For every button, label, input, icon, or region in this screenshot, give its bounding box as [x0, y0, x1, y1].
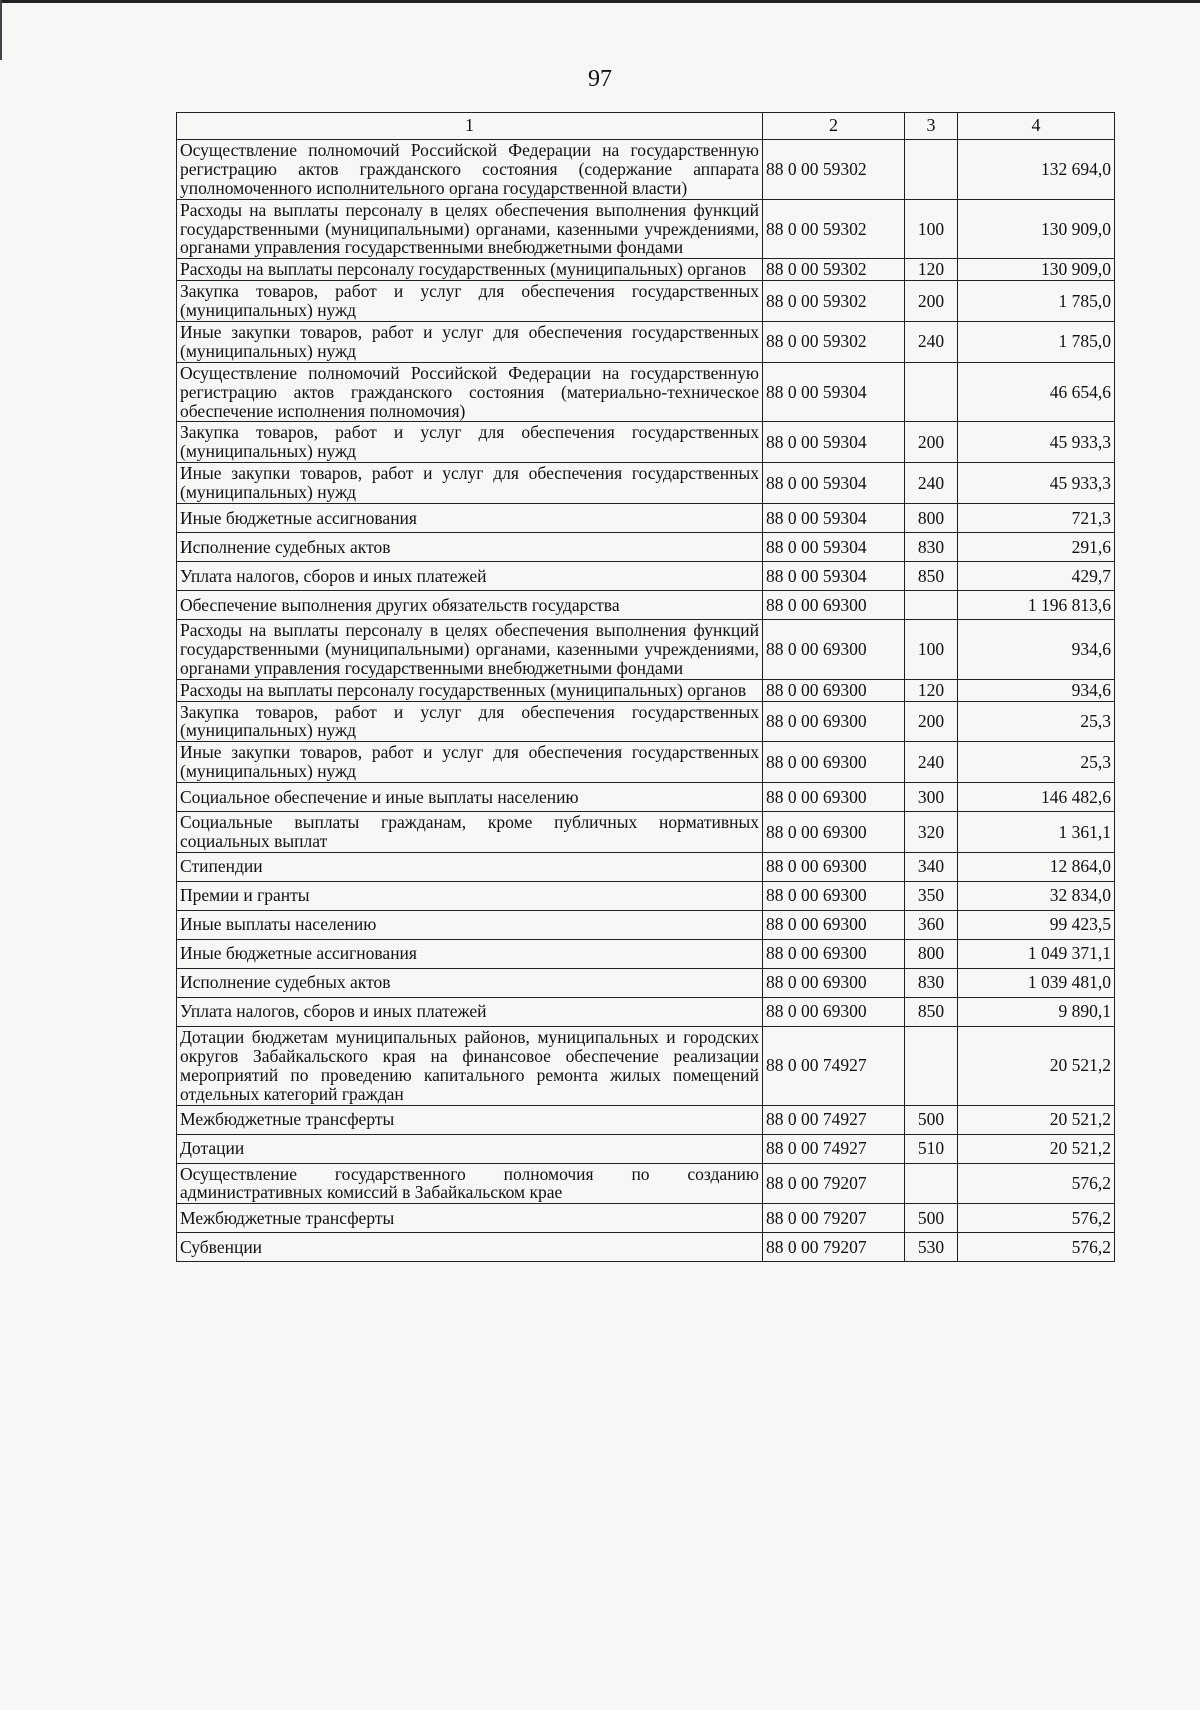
row-code-cell: 88 0 00 69300 [763, 812, 905, 853]
row-code-cell: 88 0 00 69300 [763, 620, 905, 680]
row-code-cell: 88 0 00 59304 [763, 422, 905, 463]
row-code-cell: 88 0 00 59302 [763, 259, 905, 281]
row-code-cell: 88 0 00 79207 [763, 1233, 905, 1262]
page-number: 97 [588, 66, 612, 92]
row-expense-type-cell: 500 [905, 1204, 958, 1233]
row-expense-type-cell [905, 362, 958, 422]
left-edge-mark [0, 0, 2, 60]
header-col-2: 2 [763, 113, 905, 140]
row-amount-cell: 576,2 [958, 1163, 1115, 1204]
row-expense-type-cell: 200 [905, 701, 958, 742]
row-expense-type-cell: 240 [905, 322, 958, 363]
table-row [177, 1105, 1115, 1134]
row-name-cell: Расходы на выплаты персоналу в целях обеспечения выполнения функций государственными (муниципальными) органами, казенными учреждениями, органами управления государственными внебюджетными фондами [177, 199, 763, 259]
row-expense-type-cell: 510 [905, 1134, 958, 1163]
row-expense-type-cell [905, 591, 958, 620]
row-code-cell: 88 0 00 79207 [763, 1204, 905, 1233]
row-amount-cell: 25,3 [958, 701, 1115, 742]
row-amount-cell: 576,2 [958, 1204, 1115, 1233]
table-row [177, 997, 1115, 1026]
row-name-cell: Иные закупки товаров, работ и услуг для обеспечения государственных (муниципальных) нужд [177, 463, 763, 504]
row-name-cell: Межбюджетные трансферты [177, 1204, 763, 1233]
row-name-cell: Межбюджетные трансферты [177, 1105, 763, 1134]
table-row [177, 1134, 1115, 1163]
row-expense-type-cell: 830 [905, 968, 958, 997]
row-code-cell: 88 0 00 69300 [763, 997, 905, 1026]
row-amount-cell: 20 521,2 [958, 1026, 1115, 1105]
row-expense-type-cell: 240 [905, 463, 958, 504]
row-name-cell: Уплата налогов, сборов и иных платежей [177, 562, 763, 591]
row-code-cell: 88 0 00 74927 [763, 1026, 905, 1105]
row-name-cell: Дотации [177, 1134, 763, 1163]
row-code-cell: 88 0 00 74927 [763, 1134, 905, 1163]
row-expense-type-cell: 120 [905, 259, 958, 281]
row-expense-type-cell: 100 [905, 199, 958, 259]
row-code-cell: 88 0 00 59304 [763, 504, 905, 533]
row-expense-type-cell: 830 [905, 533, 958, 562]
table-row [177, 852, 1115, 881]
row-name-cell: Исполнение судебных актов [177, 533, 763, 562]
table-row [177, 199, 1115, 259]
row-amount-cell: 576,2 [958, 1233, 1115, 1262]
table-body [177, 140, 1115, 1262]
row-expense-type-cell [905, 1026, 958, 1105]
row-name-cell: Иные закупки товаров, работ и услуг для обеспечения государственных (муниципальных) нужд [177, 322, 763, 363]
row-amount-cell: 146 482,6 [958, 783, 1115, 812]
row-amount-cell: 1 196 813,6 [958, 591, 1115, 620]
table-row [177, 1026, 1115, 1105]
header-col-3: 3 [905, 113, 958, 140]
header-col-4: 4 [958, 113, 1115, 140]
row-name-cell: Закупка товаров, работ и услуг для обеспечения государственных (муниципальных) нужд [177, 281, 763, 322]
row-expense-type-cell: 500 [905, 1105, 958, 1134]
table-row [177, 463, 1115, 504]
row-expense-type-cell: 850 [905, 562, 958, 591]
row-expense-type-cell [905, 1163, 958, 1204]
row-amount-cell: 1 785,0 [958, 322, 1115, 363]
table-row [177, 562, 1115, 591]
table-row [177, 679, 1115, 701]
row-code-cell: 88 0 00 59302 [763, 281, 905, 322]
row-code-cell: 88 0 00 69300 [763, 591, 905, 620]
table-row [177, 620, 1115, 680]
row-code-cell: 88 0 00 69300 [763, 783, 905, 812]
row-amount-cell: 130 909,0 [958, 199, 1115, 259]
row-code-cell: 88 0 00 69300 [763, 881, 905, 910]
row-name-cell: Субвенции [177, 1233, 763, 1262]
row-name-cell: Осуществление государственного полномочия по созданию административных комиссий в Забайкальском крае [177, 1163, 763, 1204]
row-name-cell: Расходы на выплаты персоналу в целях обеспечения выполнения функций государственными (муниципальными) органами, казенными учреждениями, органами управления государственными внебюджетными фондами [177, 620, 763, 680]
row-expense-type-cell: 200 [905, 281, 958, 322]
row-code-cell: 88 0 00 69300 [763, 701, 905, 742]
table-row [177, 533, 1115, 562]
top-border-rule [0, 0, 1200, 3]
row-name-cell: Закупка товаров, работ и услуг для обеспечения государственных (муниципальных) нужд [177, 422, 763, 463]
row-amount-cell: 45 933,3 [958, 422, 1115, 463]
row-amount-cell: 132 694,0 [958, 140, 1115, 200]
row-amount-cell: 20 521,2 [958, 1105, 1115, 1134]
row-code-cell: 88 0 00 69300 [763, 968, 905, 997]
row-amount-cell: 20 521,2 [958, 1134, 1115, 1163]
row-name-cell: Социальные выплаты гражданам, кроме публичных нормативных социальных выплат [177, 812, 763, 853]
row-name-cell: Дотации бюджетам муниципальных районов, муниципальных и городских округов Забайкальского края на финансовое обеспечение реализации мероприятий по проведению капитального ремонта жилых помещений отдельных категорий граждан [177, 1026, 763, 1105]
table-row [177, 140, 1115, 200]
row-name-cell: Уплата налогов, сборов и иных платежей [177, 997, 763, 1026]
table-row [177, 881, 1115, 910]
row-code-cell: 88 0 00 69300 [763, 679, 905, 701]
table-row [177, 422, 1115, 463]
row-code-cell: 88 0 00 69300 [763, 939, 905, 968]
table-row [177, 322, 1115, 363]
row-code-cell: 88 0 00 59304 [763, 362, 905, 422]
row-expense-type-cell: 850 [905, 997, 958, 1026]
row-code-cell: 88 0 00 59302 [763, 322, 905, 363]
row-name-cell: Иные бюджетные ассигнования [177, 939, 763, 968]
row-name-cell: Осуществление полномочий Российской Федерации на государственную регистрацию актов гражданского состояния (материально-техническое обеспечение исполнения полномочия) [177, 362, 763, 422]
row-name-cell: Расходы на выплаты персоналу государственных (муниципальных) органов [177, 259, 763, 281]
table-row [177, 701, 1115, 742]
row-expense-type-cell: 320 [905, 812, 958, 853]
row-name-cell: Закупка товаров, работ и услуг для обеспечения государственных (муниципальных) нужд [177, 701, 763, 742]
row-amount-cell: 25,3 [958, 742, 1115, 783]
row-expense-type-cell: 800 [905, 939, 958, 968]
table-row [177, 259, 1115, 281]
row-expense-type-cell: 530 [905, 1233, 958, 1262]
table-row [177, 910, 1115, 939]
row-amount-cell: 99 423,5 [958, 910, 1115, 939]
row-amount-cell: 1 049 371,1 [958, 939, 1115, 968]
row-expense-type-cell: 800 [905, 504, 958, 533]
row-expense-type-cell: 300 [905, 783, 958, 812]
row-expense-type-cell: 240 [905, 742, 958, 783]
row-code-cell: 88 0 00 74927 [763, 1105, 905, 1134]
row-expense-type-cell: 200 [905, 422, 958, 463]
table-row [177, 1233, 1115, 1262]
row-code-cell: 88 0 00 59302 [763, 199, 905, 259]
header-col-1: 1 [177, 113, 763, 140]
table-row [177, 591, 1115, 620]
row-amount-cell: 429,7 [958, 562, 1115, 591]
table-row [177, 1163, 1115, 1204]
row-name-cell: Исполнение судебных актов [177, 968, 763, 997]
row-amount-cell: 9 890,1 [958, 997, 1115, 1026]
row-expense-type-cell [905, 140, 958, 200]
row-amount-cell: 12 864,0 [958, 852, 1115, 881]
row-amount-cell: 934,6 [958, 620, 1115, 680]
row-amount-cell: 1 785,0 [958, 281, 1115, 322]
row-expense-type-cell: 340 [905, 852, 958, 881]
table-row [177, 1204, 1115, 1233]
row-code-cell: 88 0 00 59304 [763, 562, 905, 591]
table-row [177, 939, 1115, 968]
row-amount-cell: 1 039 481,0 [958, 968, 1115, 997]
row-name-cell: Иные закупки товаров, работ и услуг для обеспечения государственных (муниципальных) нужд [177, 742, 763, 783]
row-name-cell: Иные бюджетные ассигнования [177, 504, 763, 533]
row-expense-type-cell: 100 [905, 620, 958, 680]
row-amount-cell: 46 654,6 [958, 362, 1115, 422]
row-code-cell: 88 0 00 59304 [763, 463, 905, 504]
row-amount-cell: 45 933,3 [958, 463, 1115, 504]
row-expense-type-cell: 360 [905, 910, 958, 939]
row-name-cell: Обеспечение выполнения других обязательств государства [177, 591, 763, 620]
row-code-cell: 88 0 00 69300 [763, 852, 905, 881]
row-amount-cell: 1 361,1 [958, 812, 1115, 853]
table-row [177, 281, 1115, 322]
table-row [177, 812, 1115, 853]
row-expense-type-cell: 120 [905, 679, 958, 701]
row-amount-cell: 721,3 [958, 504, 1115, 533]
row-name-cell: Иные выплаты населению [177, 910, 763, 939]
row-code-cell: 88 0 00 69300 [763, 742, 905, 783]
row-code-cell: 88 0 00 69300 [763, 910, 905, 939]
row-code-cell: 88 0 00 79207 [763, 1163, 905, 1204]
row-name-cell: Социальное обеспечение и иные выплаты населению [177, 783, 763, 812]
table-row [177, 362, 1115, 422]
row-expense-type-cell: 350 [905, 881, 958, 910]
row-amount-cell: 32 834,0 [958, 881, 1115, 910]
table-row [177, 783, 1115, 812]
row-name-cell: Осуществление полномочий Российской Федерации на государственную регистрацию актов гражданского состояния (содержание аппарата уполномоченного исполнительного органа государственной власти) [177, 140, 763, 200]
table-row [177, 968, 1115, 997]
row-amount-cell: 291,6 [958, 533, 1115, 562]
row-amount-cell: 130 909,0 [958, 259, 1115, 281]
row-amount-cell: 934,6 [958, 679, 1115, 701]
budget-table [176, 112, 1115, 1262]
row-name-cell: Стипендии [177, 852, 763, 881]
row-code-cell: 88 0 00 59304 [763, 533, 905, 562]
row-name-cell: Расходы на выплаты персоналу государственных (муниципальных) органов [177, 679, 763, 701]
row-code-cell: 88 0 00 59302 [763, 140, 905, 200]
row-name-cell: Премии и гранты [177, 881, 763, 910]
table-row [177, 504, 1115, 533]
table-header-row [177, 113, 1115, 140]
table-row [177, 742, 1115, 783]
